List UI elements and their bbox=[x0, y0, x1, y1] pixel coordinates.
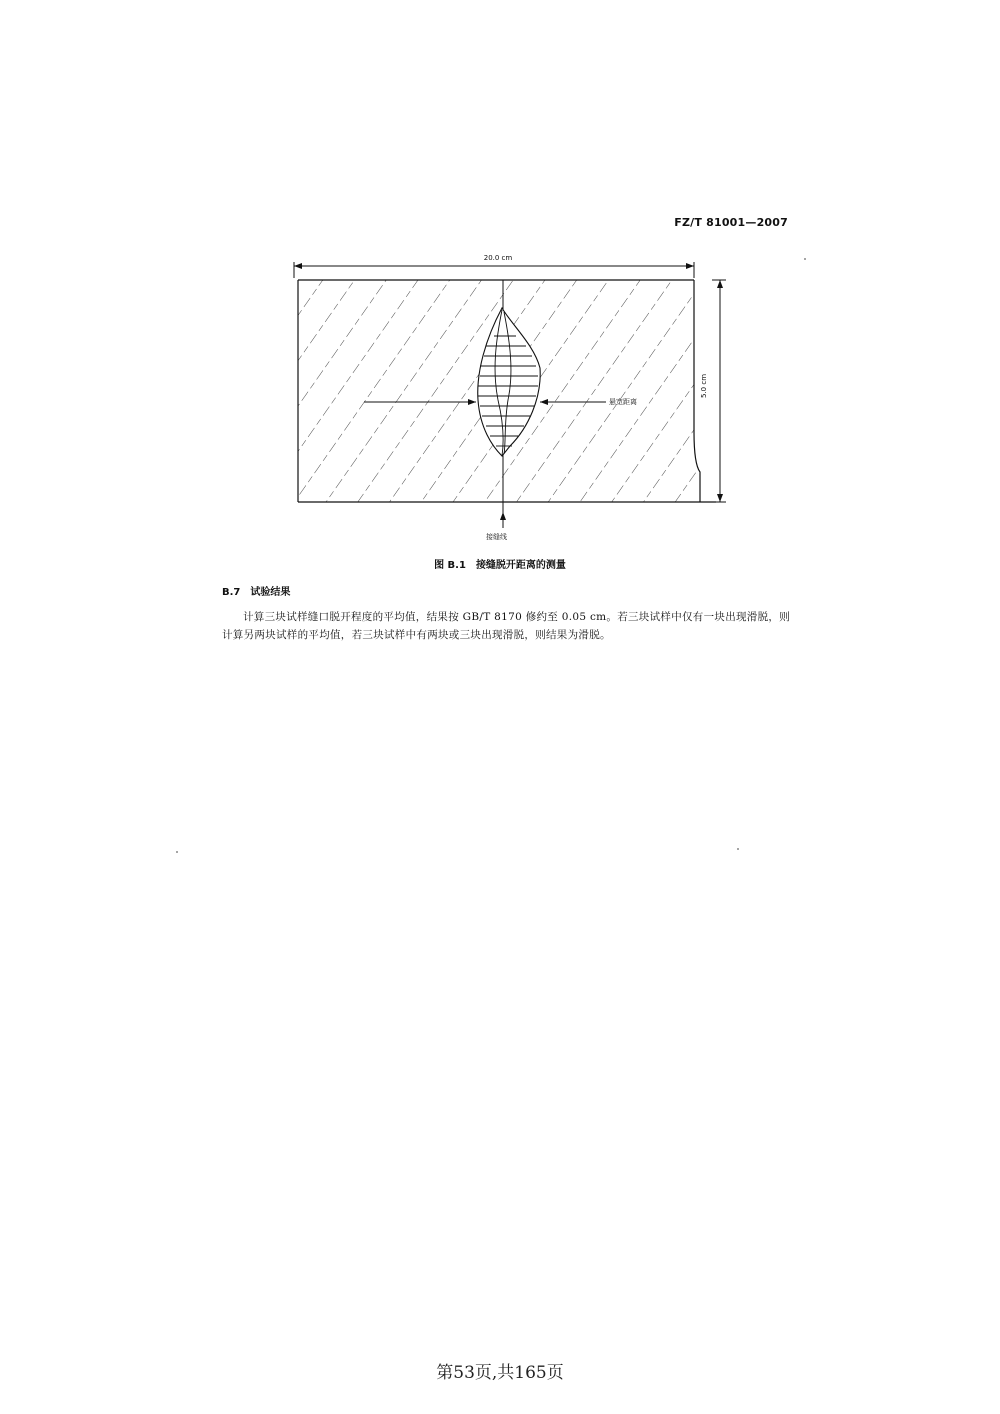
figure-caption bbox=[400, 556, 600, 571]
scan-speck bbox=[804, 258, 806, 260]
figure-drawing bbox=[280, 250, 740, 545]
caption-title: 接缝脱开距离的测量 bbox=[475, 560, 566, 571]
seam-slippage-figure bbox=[280, 250, 740, 545]
gap-label: 悬宽距离 bbox=[609, 398, 637, 406]
scan-speck bbox=[176, 851, 178, 853]
standard-code: FZ/T 81001—2007 bbox=[674, 216, 788, 229]
section-number: B.7 bbox=[222, 587, 241, 598]
section-title: 试验结果 bbox=[250, 587, 291, 598]
caption-number: 图 B.1 bbox=[434, 560, 466, 571]
width-dimension bbox=[294, 262, 694, 278]
section-heading bbox=[222, 583, 290, 598]
height-dimension bbox=[712, 280, 726, 502]
width-label: 20.0 cm bbox=[483, 254, 513, 262]
height-label: 5.0 cm bbox=[700, 373, 708, 398]
seam-label: 接缝线 bbox=[486, 533, 507, 541]
scan-speck bbox=[737, 848, 739, 850]
seam-pointer bbox=[500, 512, 506, 528]
page-footer: 第53页,共165页 bbox=[436, 1363, 564, 1383]
section-paragraph: 计算三块试样缝口脱开程度的平均值，结果按 GB/T 8170 修约至 0.05 cm。若三块试样中仅有一块出现滑脱，则计算另两块试样的平均值，若三块试样中有两块或三块出现滑脱，则结果为滑脱。 bbox=[222, 611, 790, 641]
